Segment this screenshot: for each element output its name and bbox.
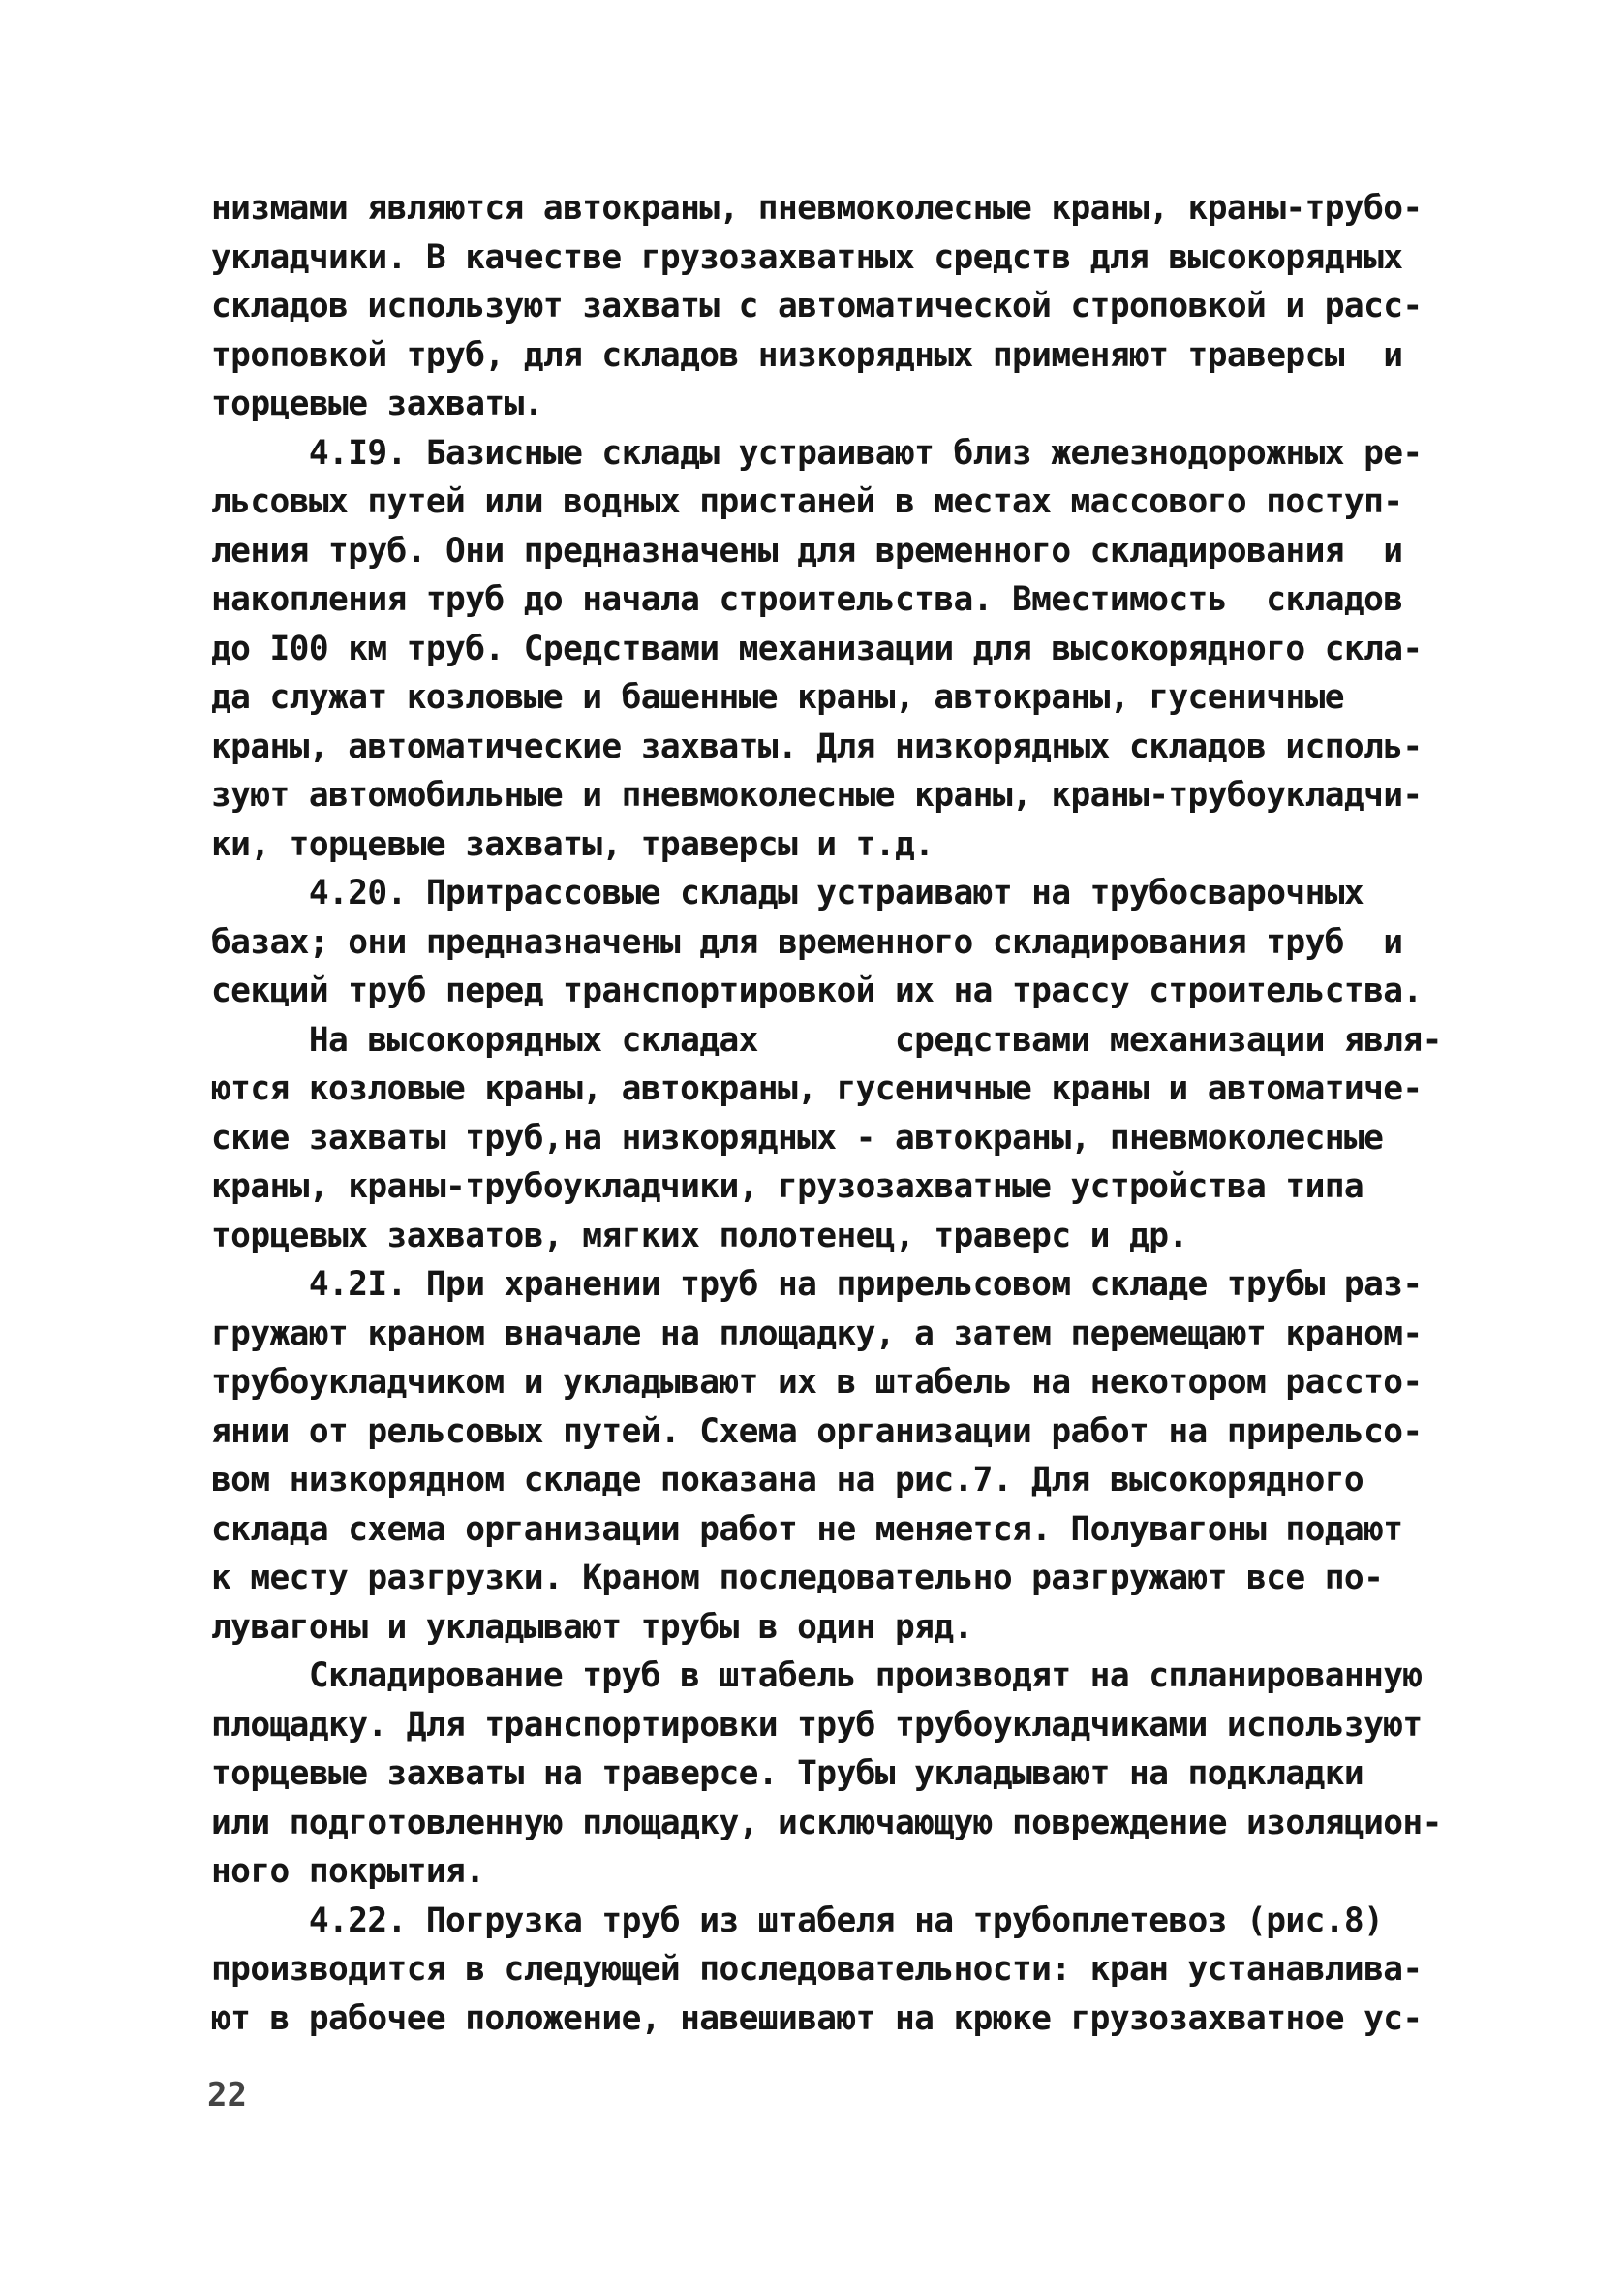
text-line: лувагоны и укладывают трубы в один ряд. bbox=[211, 1607, 973, 1647]
text-line: 4.20. Притрассовые склады устраивают на трубосварочных bbox=[211, 874, 1364, 912]
text-line: 4.I9. Базисные склады устраивают близ железнодорожных ре- bbox=[211, 433, 1423, 473]
text-line: секций труб перед транспортировкой их на трассу строительства. bbox=[211, 972, 1423, 1010]
text-line: базах; они предназначены для временного складирования труб и bbox=[211, 922, 1403, 962]
text-line: янии от рельсовых путей. Схема организации работ на прирельсо- bbox=[211, 1411, 1423, 1451]
text-line: зуют автомобильные и пневмоколесные краны, краны-трубоукладчи- bbox=[211, 776, 1423, 815]
body-text bbox=[211, 184, 1460, 2043]
text-line: 4.2I. При хранении труб на прирельсовом складе трубы раз- bbox=[211, 1265, 1423, 1304]
text-line: ления труб. Они предназначены для временного складирования и bbox=[211, 531, 1403, 571]
text-line: трубоукладчиком и укладывают их в штабель на некотором рассто- bbox=[211, 1363, 1423, 1402]
text-line: склада схема организации работ не меняется. Полувагоны подают bbox=[211, 1509, 1403, 1549]
text-line: краны, автоматические захваты. Для низкорядных складов исполь- bbox=[211, 727, 1423, 766]
text-line: 4.22. Погрузка труб из штабеля на трубоплетевоз (рис.8) bbox=[211, 1901, 1384, 1940]
text-line: льсовых путей или водных пристаней в местах массового поступ- bbox=[211, 482, 1403, 521]
text-line: Складирование труб в штабель производят на спланированную bbox=[211, 1656, 1423, 1695]
text-line: ки, торцевые захваты, траверсы и т.д. bbox=[211, 824, 935, 864]
text-line: укладчики. В качестве грузозахватных средств для высокорядных bbox=[211, 237, 1403, 277]
text-line: до I00 км труб. Средствами механизации для высокорядного скла- bbox=[211, 629, 1423, 668]
text-line: или подготовленную площадку, исключающую повреждение изоляцион- bbox=[211, 1803, 1442, 1842]
text-line: накопления труб до начала строительства. Вместимость складов bbox=[211, 580, 1403, 619]
text-line: краны, краны-трубоукладчики, грузозахватные устройства типа bbox=[211, 1167, 1364, 1206]
text-line: к месту разгрузки. Краном последовательно разгружают все по- bbox=[211, 1559, 1384, 1597]
text-line: торцевые захваты на траверсе. Трубы укладывают на подкладки bbox=[211, 1754, 1364, 1793]
text-line: складов используют захваты с автоматической строповкой и расс- bbox=[211, 287, 1423, 325]
text-line: ют в рабочее положение, навешивают на крюке грузозахватное ус- bbox=[211, 1998, 1423, 2038]
text-line: гружают краном вначале на площадку, а затем перемещают краном- bbox=[211, 1314, 1423, 1353]
text-line: торцевых захватов, мягких полотенец, траверс и др. bbox=[211, 1216, 1188, 1255]
text-line: ские захваты труб,на низкорядных - автокраны, пневмоколесные bbox=[211, 1118, 1384, 1158]
text-line: ются козловые краны, автокраны, гусеничные краны и автоматиче- bbox=[211, 1069, 1423, 1108]
text-line: площадку. Для транспортировки труб трубоукладчиками используют bbox=[211, 1705, 1423, 1745]
text-line: да служат козловые и башенные краны, автокраны, гусеничные bbox=[211, 678, 1344, 717]
text-line: ного покрытия. bbox=[211, 1852, 485, 1891]
text-line: производится в следующей последовательности: кран устанавлива- bbox=[211, 1950, 1423, 1989]
text-line: низмами являются автокраны, пневмоколесные краны, краны-трубо- bbox=[211, 189, 1423, 228]
text-line: На высокорядных складах средствами механизации явля- bbox=[211, 1020, 1442, 1060]
text-line: троповкой труб, для складов низкорядных применяют траверсы и bbox=[211, 335, 1403, 375]
page-number: 22 bbox=[207, 2076, 247, 2115]
text-line: вом низкорядном складе показана на рис.7. Для высокорядного bbox=[211, 1461, 1364, 1500]
text-line: торцевые захваты. bbox=[211, 385, 543, 423]
